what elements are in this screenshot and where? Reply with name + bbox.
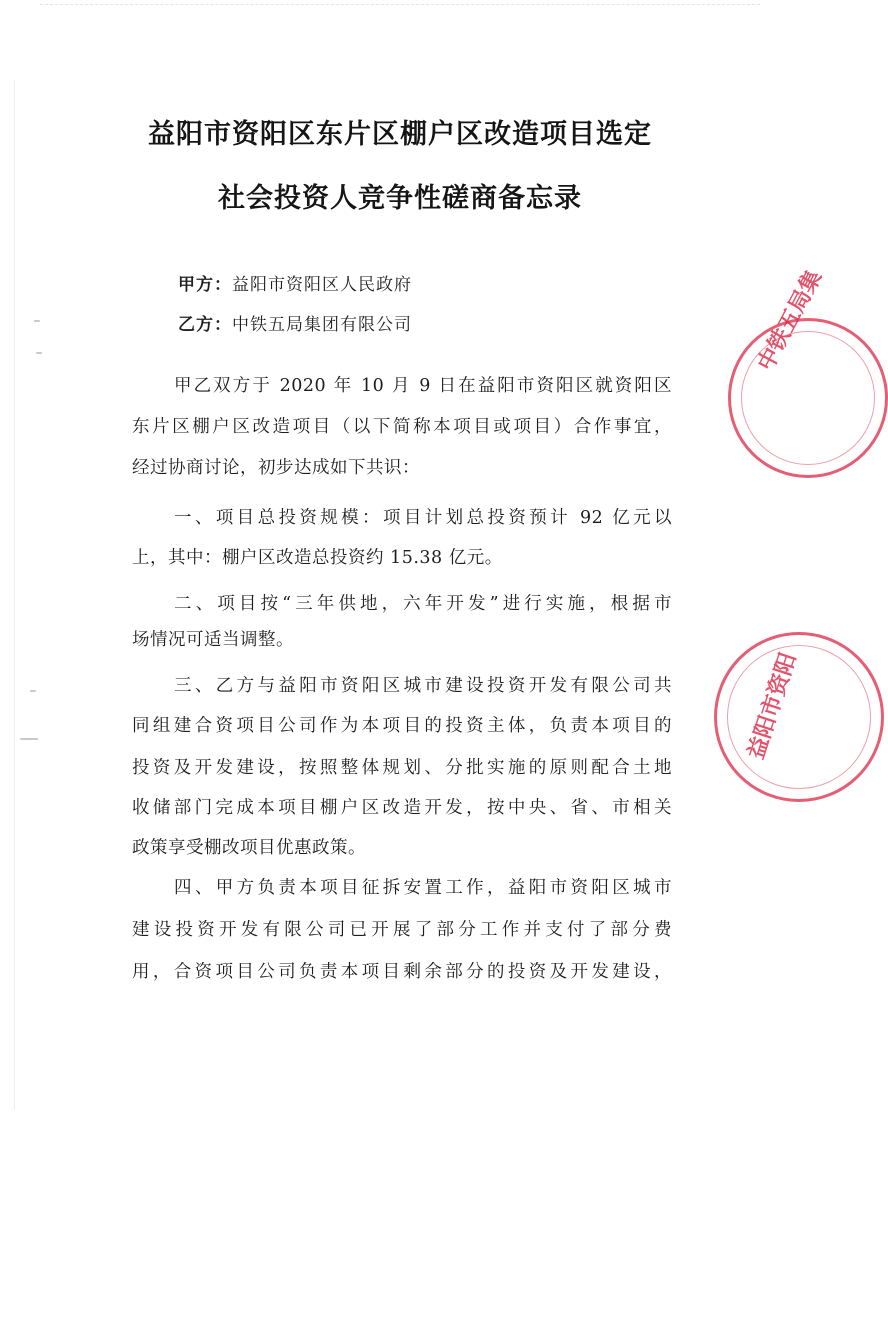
scan-edge-left [14, 80, 16, 1110]
scan-edge-top [40, 4, 760, 6]
scan-speck [20, 738, 38, 740]
company-seal-text: 中铁五局集 [753, 266, 828, 376]
government-seal-text: 益阳市资阳 [743, 649, 802, 763]
party-b-label: 乙方： [178, 315, 232, 335]
body-line: 一、项目总投资规模：项目计划总投资预计 92 亿元以 [174, 508, 672, 528]
scan-speck [30, 690, 36, 692]
body-line: 经过协商讨论，初步达成如下共识： [132, 458, 420, 478]
body-line: 用，合资项目公司负责本项目剩余部分的投资及开发建设， [132, 962, 672, 982]
body-line: 四、甲方负责本项目征拆安置工作，益阳市资阳区城市 [174, 878, 672, 898]
party-b [178, 310, 412, 335]
body-line: 东片区棚户区改造项目（以下简称本项目或项目）合作事宜， [132, 417, 672, 437]
scan-speck [34, 320, 40, 322]
body-line: 二、项目按“三年供地，六年开发”进行实施，根据市 [174, 594, 672, 614]
party-a-label: 甲方： [178, 275, 232, 295]
body-line: 场情况可适当调整。 [132, 630, 294, 650]
party-b-value: 中铁五局集团有限公司 [232, 315, 412, 335]
party-a-value: 益阳市资阳区人民政府 [232, 275, 412, 295]
document-title-line-1: 益阳市资阳区东片区棚户区改造项目选定 [148, 119, 652, 150]
party-a [178, 270, 412, 295]
body-line: 政策享受棚改项目优惠政策。 [132, 838, 366, 858]
body-line: 甲乙双方于 2020 年 10 月 9 日在益阳市资阳区就资阳区 [174, 376, 672, 396]
body-line: 三、乙方与益阳市资阳区城市建设投资开发有限公司共 [174, 676, 672, 696]
company-seal-stamp [728, 266, 888, 478]
body-line: 同组建合资项目公司作为本项目的投资主体，负责本项目的 [132, 716, 672, 736]
body-line: 上，其中：棚户区改造总投资约 15.38 亿元。 [132, 548, 503, 568]
body-line: 收储部门完成本项目棚户区改造开发，按中央、省、市相关 [132, 798, 672, 818]
body-line: 投资及开发建设，按照整体规划、分批实施的原则配合土地 [132, 758, 672, 778]
document-title-line-2: 社会投资人竞争性磋商备忘录 [218, 183, 582, 214]
body-line: 建设投资开发有限公司已开展了部分工作并支付了部分费 [132, 920, 672, 940]
scan-speck [36, 352, 42, 354]
government-seal-stamp [714, 632, 884, 802]
